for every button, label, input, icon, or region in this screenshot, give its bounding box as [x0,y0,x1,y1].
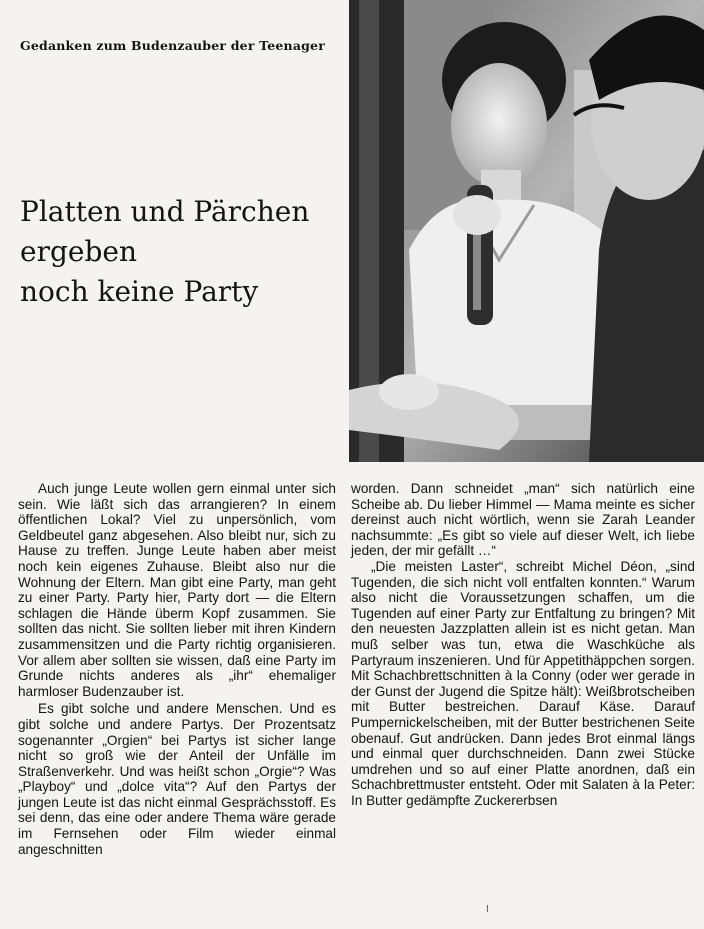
paragraph-4: „Die meisten Laster“, schreibt Michel Déon, „sind Tugenden, die sich nicht voll entfalten konnten.“ Warum also nicht die Voraussetzungen schaffen, um die Tugenden auf einer Party zur Entfaltung zu bringen? Mit den neuesten Jazzplatten allein ist es nicht getan. Man muß selber was tun, etwa die Waschküche als Partyraum inszenieren. Und für Appetithäppchen sorgen. Mit Schachbrettschnitten à la Conny (oder wer gerade in der Gunst der Jugend die Spitze hält): Weißbrotscheiben mit Butter bestreichen. Darauf Käse. Darauf Pumpernickelscheiben, mit der Butter bestrichenen Seite obenauf. Gut andrücken. Dann jedes Brot einmal längs und einmal quer durchschneiden. Dann zwei Stücke umdrehen und so auf einer Platte anordnen, daß ein Schachbrettmuster entsteht. Oder mit Salaten à la Peter: In Butter gedämpfte Zuckererbsen [351,558,695,808]
article-photo [349,0,704,462]
headline-line-2: ergeben [20,235,137,268]
paragraph-3: worden. Dann schneidet „man“ sich natürlich eine Scheibe ab. Du lieber Himmel — Mama meinte es sicher dereinst auch nicht wörtlich, wenn sie Zarah Leander nachsummte: „Es gibt so viele auf dieser Welt, ich liebe jeden, der mir gefällt …“ [351,481,695,559]
article-kicker: Gedanken zum Budenzauber der Teenager [20,38,325,53]
article-column-2 [351,481,695,808]
article-column-1 [18,481,336,857]
footer-mark: I [486,904,489,915]
photo-icon [349,0,704,462]
article-headline [20,192,340,312]
headline-line-3: noch keine Party [20,275,259,308]
headline-line-1: Platten und Pärchen [20,195,310,228]
paragraph-2: Es gibt solche und andere Menschen. Und es gibt solche und andere Partys. Der Prozentsatz sogenannter „Orgien“ bei Partys ist sicher lange nicht so groß wie der Anteil der Unfälle im Straßenverkehr. Und was heißt schon „Orgie“? Was „Playboy“ und „dolce vita“? Auf den Partys der jungen Leute ist das nicht einmal Gesprächsstoff. Es sei denn, das eine oder andere Thema wäre gerade im Fernsehen oder Film wieder einmal angeschnitten [18,701,336,857]
paragraph-1: Auch junge Leute wollen gern einmal unter sich sein. Wie läßt sich das arrangieren? In einem öffentlichen Lokal? Viel zu unpersönlich, vom Geldbeutel ganz abgesehen. Also bleibt nur, sich zu Hause zu treffen. Junge Leute haben aber meist noch kein eigenes Zuhause. Bleibt also nur die Wohnung der Eltern. Man gibt eine Party, man geht zu einer Party. Party hier, Party dort — die Eltern schlagen die Hände überm Kopf zusammen. Sie sollten das nicht. Sie sollten lieber mit ihren Kindern zusammensitzen und die Party richtig organisieren. Vor allem aber sollten sie wissen, daß eine Party im Grunde nichts anderes als „ihr“ ehemaliger harmloser Budenzauber ist. [18,481,336,699]
